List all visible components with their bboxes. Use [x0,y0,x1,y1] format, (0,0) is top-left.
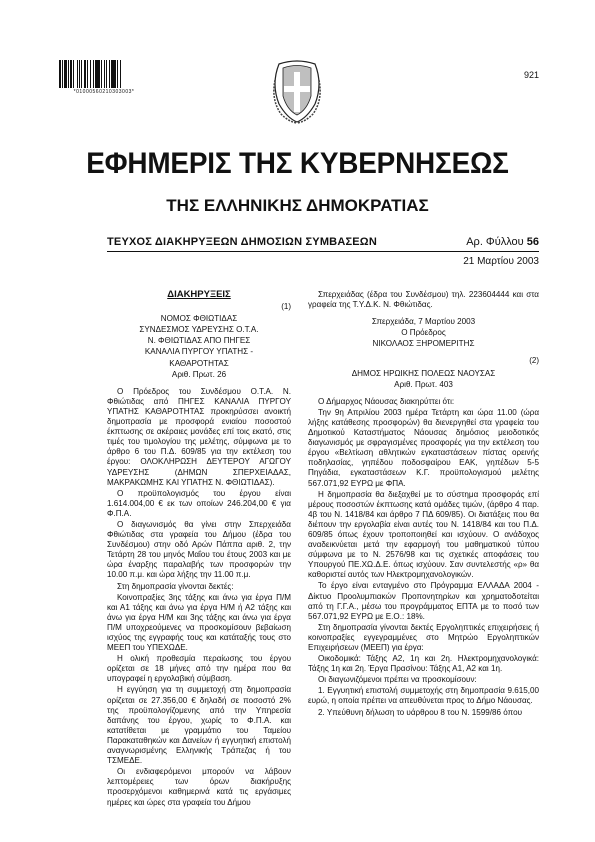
paragraph: 1. Εγγυητική επιστολή συμμετοχής στη δημοπρασία 9.615,00 ευρώ, η οποία πρέπει να απευθύνεται προς το Δήμο Νάουσας. [308,686,539,706]
paragraph: Κοινοπραξίες 3ης τάξης και άνω για έργα Π/Μ και Α1 τάξης και άνω για έργα Η/Μ ή Α2 τάξης και άνω για έργα Η/Μ και 3ης τάξης και άνω για έργα Π/Μ υποχρεούμενες να προσκομίσουν βεβαίωση ισχύος της εγγραφής τους και κατάταξής τους στο ΜΕΕΠ του ΥΠΕΧΩΔΕ. [107,592,291,653]
protocol-number: Αριθ. Πρωτ. 403 [394,379,453,389]
paragraph-continuation: Σπερχειάδας (έδρα του Συνδέσμου) τηλ. 223604444 και στα γραφεία της Τ.Υ.Δ.Κ. Ν. Φθιώτιδας. [308,290,539,310]
right-column [308,290,539,719]
issue-title: ΤΕΥΧΟΣ ΔΙΑΚΗΡΥΞΕΩΝ ΔΗΜΟΣΙΩΝ ΣΥΜΒΑΣΕΩΝ [107,236,377,248]
header-rule [107,251,539,252]
sign-title: Ο Πρόεδρος [401,328,446,338]
page-number: 921 [523,70,539,80]
org-line: ΚΑΘΑΡΟΤΗΤΑΣ [169,358,229,368]
notice-marker: (1) [281,302,291,312]
org-name: ΔΗΜΟΣ ΗΡΩΙΚΗΣ ΠΟΛΕΩΣ ΝΑΟΥΣΑΣ [351,368,496,378]
paragraph: Στη δημοπρασία γίνονται δεκτές Εργοληπτικές επιχειρήσεις ή κοινοπραξίες εγγεγραμμένες στο Μητρώο Εργοληπτικών Επιχειρήσεων (ΜΕΕΠ) για έργα: [308,622,539,652]
org-line: ΚΑΝΑΛΙΑ ΠΥΡΓΟΥ ΥΠΑΤΗΣ - [144,347,254,357]
paragraph: 2. Υπεύθυνη δήλωση το υάρθρου 8 του Ν. 1599/86 όπου [318,707,523,717]
paragraph: Η ολική προθεσμία περαίωσης του έργου ορίζεται σε 18 μήνες από την ημέρα που θα υπογραφεί η εργολαβική σύμβαση. [107,654,291,684]
paragraph: Οι ενδιαφερόμενοι μπορούν να λάβουν λεπτομέρειες των όρων διακήρυξης προσερχόμενοι καθημερινά κατά τις εργάσιμες ημέρες και ώρες στα γραφεία του Δήμου [107,767,291,807]
org-line: ΝΟΜΟΣ ΦΘΙΩΤΙΔΑΣ [160,314,238,324]
paragraph: Οικοδομικά: Τάξης Α2, 1η και 2η. Ηλεκτρομηχανολογικά: Τάξης 1η και 2η. Έργα Πρασίνου: Τάξης Α1, Α2 και 1η. [308,654,539,674]
sheet-label: Αρ. Φύλλου [466,236,524,248]
paragraph: Το έργο είναι ενταγμένο στο Πρόγραμμα ΕΛΛΑΔΑ 2004 - Δίκτυο Προολυμπιακών Προπονητηρίων και χρηματοδοτείται από τη Γ.Γ.Α., μέσω του προγράμματος ΕΠΤΑ με το ποσό των 567.071,92 ΕΥΡΩ με Ε.Ο.: 18%. [308,581,539,621]
masthead-title: ΕΦΗΜΕΡΙΣ ΤΗΣ ΚΥΒΕΡΝΗΣΕΩΣ [86,147,509,180]
greek-emblem-icon [271,60,323,124]
paragraph: Ο Δήμαρχος Νάουσας διακηρύττει ότι: [318,396,455,406]
paragraph: Η δημοπρασία θα διεξαχθεί με το σύστημα προσφοράς επί μέρους ποσοστών έκπτωσης κατά ομάδες τιμών, (άρθρο 4 παρ. 4β του Ν. 1418/84 και άρθρο 7 ΠΔ 609/85). Οι διατάξεις που θα διέπουν την εργολαβία είναι αυτές του Ν. 1418/84 και του Π.Δ. 609/85 όπως έχουν τροποποιηθεί και ισχύουν. Ο ανάδοχος αναδεικνύεται μετά την εφαρμογή του μαθηματικού τύπου σύμφωνα με το Ν. 2576/98 και τις σχετικές αποφάσεις του Υπουργού ΠΕ.ΧΩ.Δ.Ε. όπως ισχύουν. Σαν συντελεστής «ρ» θα καθοριστεί αυτός των Ηλεκτρομηχανολογικών. [308,489,539,580]
barcode [59,60,149,88]
paragraph: Στη δημοπρασία γίνονται δεκτές: [117,581,234,591]
left-column [107,290,291,809]
sign-place-date: Σπερχειάδα, 7 Μαρτίου 2003 [371,317,476,327]
paragraph: Ο προϋπολογισμός του έργου είναι 1.614.004,00 € εκ των οποίων 246.204,00 € για Φ.Π.Α. [107,488,291,518]
issue-date: 21 Μαρτίου 2003 [463,256,539,267]
paragraph: Ο διαγωνισμός θα γίνει στην Σπερχειάδα Φθιώτιδας στα γραφεία του Δήμου (έδρα του Συνδέσμου) στην οδό Αρών Πάππα αριθ. 2, την Τετάρτη 28 του μηνός Μαΐου του έτους 2003 και με ώρα έναρξης παραλαβής των προσφορών την 10.00 π.μ. και ώρα λήξης την 11.00 π.μ. [107,519,291,580]
sheet-number-block [466,236,539,248]
org-line: ΣΥΝΔΕΣΜΟΣ ΥΔΡΕΥΣΗΣ Ο.Τ.Α. [139,325,259,335]
protocol-number: Αριθ. Πρωτ. 26 [171,369,227,379]
org-line: Ν. ΦΘΙΩΤΙΔΑΣ ΑΠΟ ΠΗΓΕΣ [147,336,251,346]
sign-name: ΝΙΚΟΛΑΟΣ ΞΗΡΟΜΕΡΙΤΗΣ [372,339,475,349]
sheet-number: 56 [526,236,539,248]
paragraph: Ο Πρόεδρος του Συνδέσμου Ο.Τ.Α. Ν. Φθιώτιδας από ΠΗΓΕΣ ΚΑΝΑΛΙΑ ΠΥΡΓΟΥ ΥΠΑΤΗΣ ΚΑΘΑΡΟΤΗΤΑΣ προκηρύσσει ανοικτή δημοπρασία με προσφορά ενιαίου ποσοστού έκπτωσης σε ακέραιες μονάδες επί τοις εκατό, στις τιμές του τιμολογίου της μελέτης, σύμφωνα με το άρθρο 6 του Π.Δ. 609/85 για την εκτέλεση του έργου: ΟΛΟΚΛΗΡΩΣΗ ΔΕΥΤΕΡΟΥ ΑΓΩΓΟΥ ΥΔΡΕΥΣΗΣ (ΔΗΜΩΝ ΣΠΕΡΧΕΙΑΔΑΣ, ΜΑΚΡΑΚΩΜΗΣ ΚΑΙ ΥΠΑΤΗΣ Ν. ΦΘΙΩΤΙΔΑΣ). [107,386,291,487]
paragraph: Οι διαγωνιζόμενοι πρέπει να προσκομίσουν: [318,675,477,685]
barcode-number: *01000560210303003* [73,89,135,95]
paragraph: Η εγγύηση για τη συμμετοχή στη δημοπρασία ορίζεται σε 27.356,00 € δηλαδή σε ποσοστό 2% της προϋπολογίζομενης από την Υπηρεσία δαπάνης του έργου, χωρίς το Φ.Π.Α. και κατατίθεται με γραμμάτιο του Ταμείου Παρακαταθηκών και Δανείων ή εγγυητική επιστολή αναγνωρισμένης Ελληνικής Τράπεζας ή του ΤΣΜΕΔΕ. [107,685,291,766]
paragraph: Την 9η Απριλίου 2003 ημέρα Τετάρτη και ώρα 11.00 (ώρα λήξης κατάθεσης προσφορών) θα διενεργηθεί στα γραφεία του Δημοτικού Καταστήματος Νάουσας δημόσιος μειοδοτικός διαγωνισμός με σφραγισμένες προσφορές για την εκτέλεση του έργου «Βελτίωση αθλητικών εγκαταστάσεων πίστας ορεινής ποδηλασίας, γηπέδου ποδοσφαίρου ΕΑΚ, γηπέδων 5-5 Πηγάδια, εγκαταστάσεων Κ.Γ. προϋπολογισμού μελέτης 567.071,92 ΕΥΡΩ με ΦΠΑ. [308,407,539,488]
section-title: ΔΙΑΚΗΡΥΞΕΙΣ [167,289,231,300]
barcode-bar [121,60,122,88]
masthead-subtitle: ΤΗΣ ΕΛΛΗΝΙΚΗΣ ΔΗΜΟΚΡΑΤΙΑΣ [166,196,429,215]
notice-marker: (2) [529,356,539,366]
